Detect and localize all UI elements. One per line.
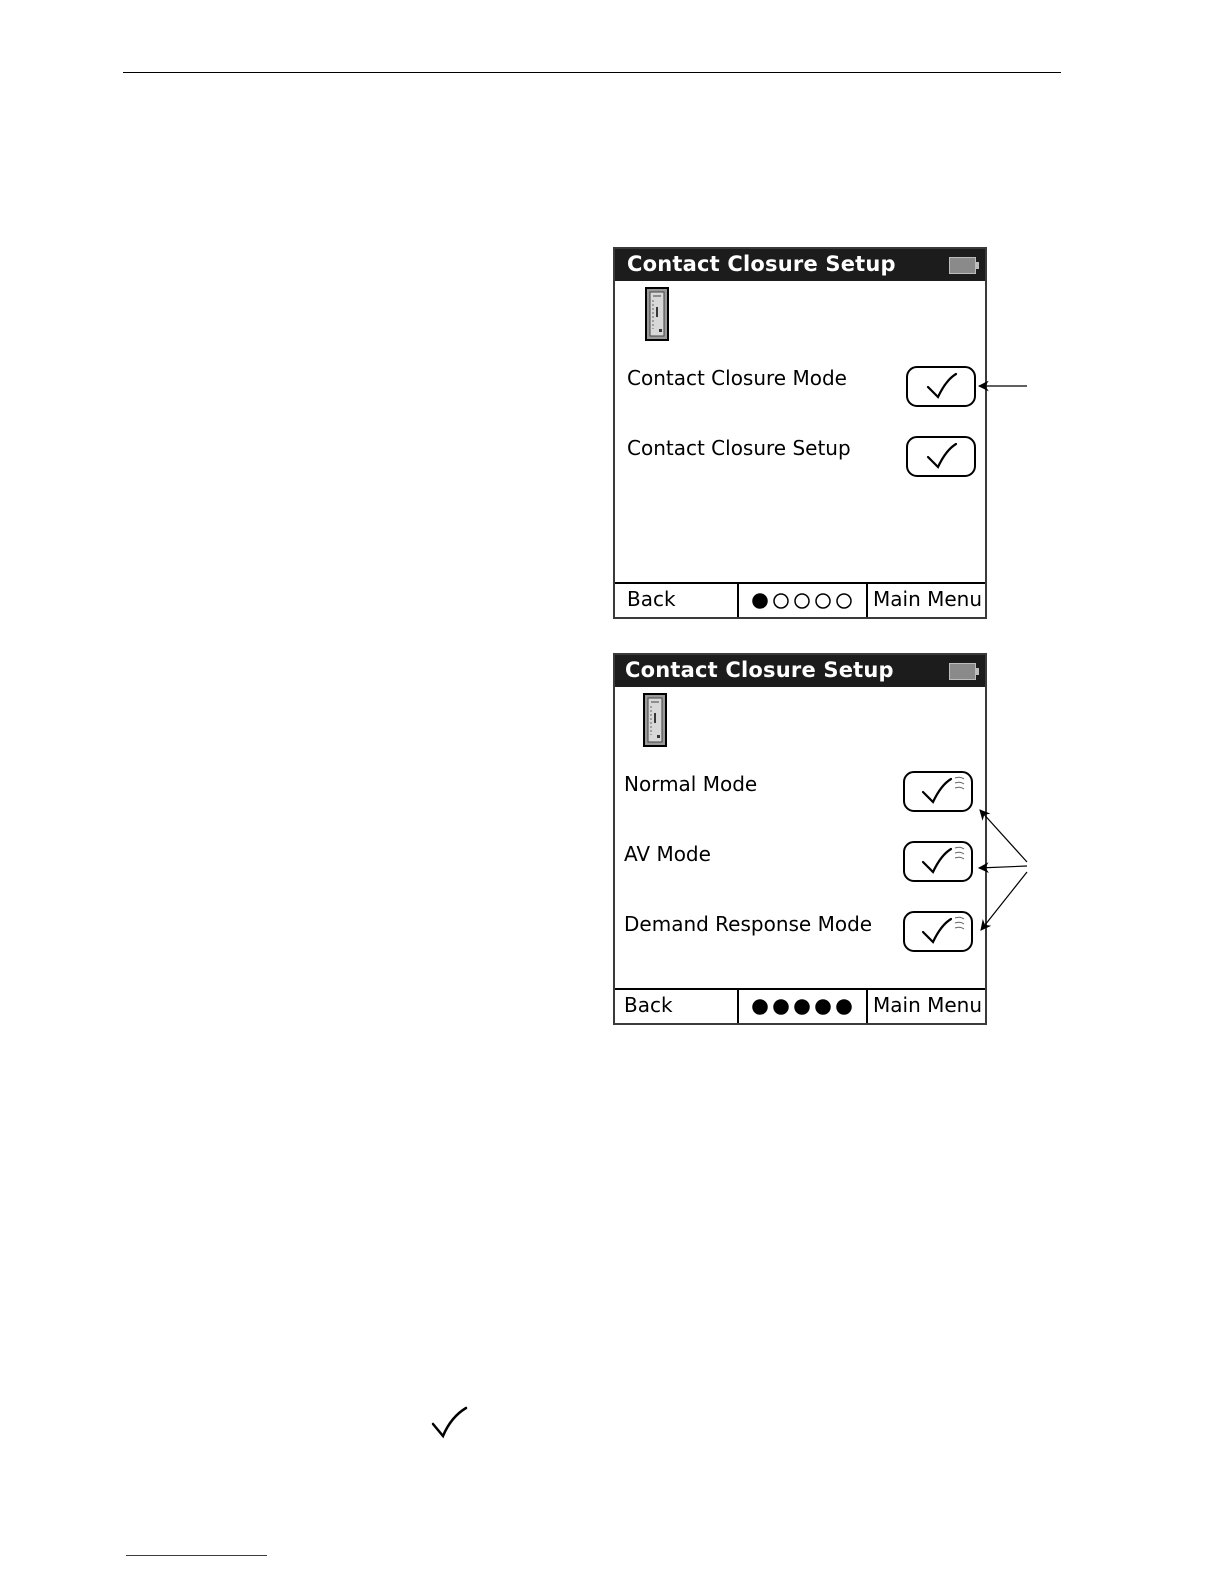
callout-arrow-av: [979, 866, 1027, 868]
main-menu-button[interactable]: Main Menu: [866, 990, 985, 1023]
screen-title: Contact Closure Setup: [627, 252, 896, 276]
footer-link-rule: [126, 1555, 267, 1556]
back-button[interactable]: Back: [615, 584, 739, 617]
contact-closure-setup-label: Contact Closure Setup: [627, 436, 851, 460]
av-mode-label: AV Mode: [624, 842, 711, 866]
normal-mode-label: Normal Mode: [624, 772, 758, 796]
contact-closure-mode-label: Contact Closure Mode: [627, 366, 847, 390]
callout-arrow-normal: [980, 810, 1027, 862]
demand-response-mode-label: Demand Response Mode: [624, 912, 873, 936]
main-menu-button[interactable]: Main Menu: [866, 584, 985, 617]
back-button[interactable]: Back: [615, 990, 739, 1023]
callout-arrow-demand: [981, 872, 1027, 930]
screen-title: Contact Closure Setup: [625, 658, 894, 682]
checkmark-icon: [430, 1405, 470, 1439]
